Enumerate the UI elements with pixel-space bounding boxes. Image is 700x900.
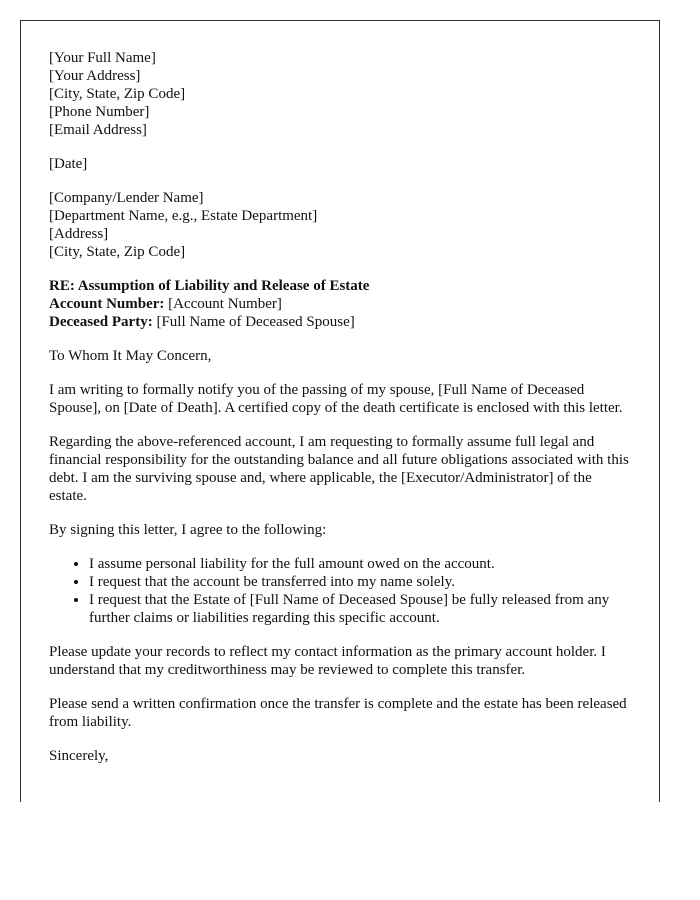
recipient-department: [Department Name, e.g., Estate Department]: [49, 208, 318, 224]
closing-paragraph: Please update your records to reflect my contact information as the primary account holder. I understand that my creditworthiness may be reviewed to complete this transfer.: [49, 644, 606, 678]
deceased-label: Deceased Party:: [49, 314, 153, 330]
sender-block: [49, 49, 631, 139]
recipient-address: [Address]: [49, 226, 109, 242]
deceased-value: [Full Name of Deceased Spouse]: [156, 314, 355, 330]
body-paragraph: By signing this letter, I agree to the following:: [49, 522, 327, 538]
sender-city: [City, State, Zip Code]: [49, 86, 186, 102]
list-item: • I assume personal liability for the full amount owed on the account.: [89, 555, 631, 573]
agreement-list: [49, 555, 631, 627]
closing-paragraph: Please send a written confirmation once the transfer is complete and the estate has been released from liability.: [49, 696, 627, 730]
letter-date: [Date]: [49, 156, 88, 172]
recipient-city: [City, State, Zip Code]: [49, 244, 186, 260]
sender-name: [Your Full Name]: [49, 50, 156, 66]
re-block: [49, 277, 631, 331]
list-item: • I request that the account be transferred into my name solely.: [89, 573, 631, 591]
signoff: Sincerely,: [49, 748, 109, 764]
account-value: [Account Number]: [168, 296, 282, 312]
body-paragraph: I am writing to formally notify you of the passing of my spouse, [Full Name of Deceased Spouse], on [Date of Death]. A certified copy of the death certificate is enclosed with this letter.: [49, 382, 623, 416]
account-label: Account Number:: [49, 296, 165, 312]
letter-page: [20, 20, 660, 802]
recipient-block: [49, 189, 631, 261]
list-item: • I request that the Estate of [Full Name of Deceased Spouse] be fully released from any further claims or liabilities regarding this specific account.: [89, 591, 631, 627]
body-paragraph: Regarding the above-referenced account, I am requesting to formally assume full legal and financial responsibility for the outstanding balance and all future obligations associated with this debt. I am the surviving spouse and, where applicable, the [Executor/Administrator] of the estate.: [49, 434, 629, 504]
sender-address: [Your Address]: [49, 68, 141, 84]
sender-phone: [Phone Number]: [49, 104, 150, 120]
recipient-company: [Company/Lender Name]: [49, 190, 204, 206]
salutation: To Whom It May Concern,: [49, 348, 212, 364]
re-subject: RE: Assumption of Liability and Release of Estate: [49, 278, 370, 294]
sender-email: [Email Address]: [49, 122, 147, 138]
